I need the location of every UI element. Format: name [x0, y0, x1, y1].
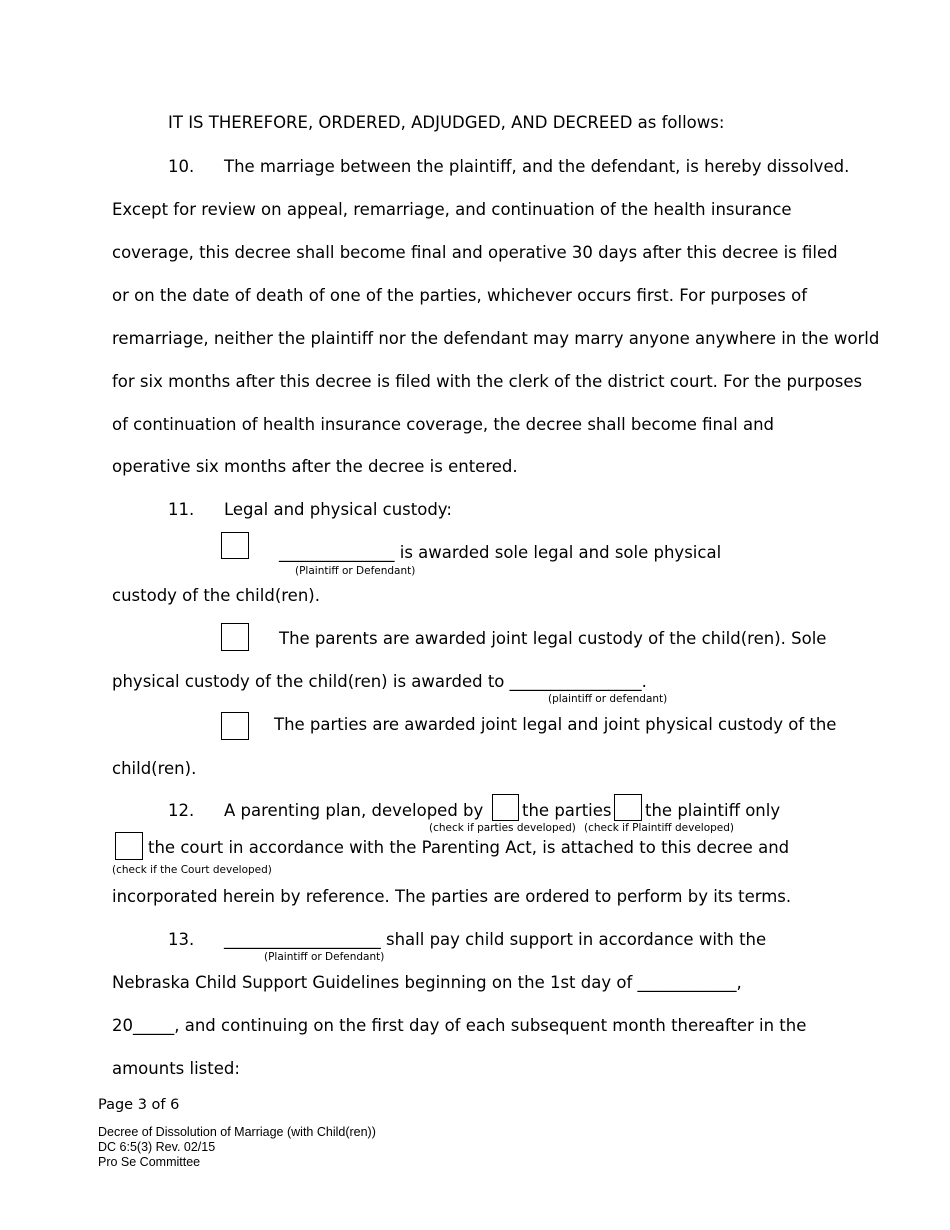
child-support-payer-hint: (Plaintiff or Defendant) — [264, 951, 385, 963]
court-developed-hint: (check if the Court developed) — [112, 864, 272, 876]
joint-legal-custody-text-cont: physical custody of the child(ren) is awarded to ________________. — [112, 672, 647, 691]
paragraph-13-number: 13. — [168, 930, 195, 949]
paragraph-10-line: for six months after this decree is filed with the clerk of the district court. For the purposes — [112, 372, 863, 391]
sole-custody-checkbox[interactable] — [221, 532, 249, 559]
paragraph-10-line: of continuation of health insurance coverage, the decree shall become final and — [112, 415, 774, 434]
paragraph-10-line: Except for review on appeal, remarriage, and continuation of the health insurance — [112, 200, 792, 219]
sole-custody-hint: (Plaintiff or Defendant) — [295, 565, 416, 577]
paragraph-10-line: coverage, this decree shall become final and operative 30 days after this decree is filed — [112, 243, 838, 262]
joint-legal-physical-custody-text-cont: child(ren). — [112, 759, 197, 778]
paragraph-12-number: 12. — [168, 801, 195, 820]
committee-name: Pro Se Committee — [98, 1155, 201, 1169]
joint-legal-physical-custody-checkbox[interactable] — [221, 712, 249, 740]
plaintiff-developed-label: the plaintiff only — [645, 801, 781, 820]
form-code: DC 6:5(3) Rev. 02/15 — [98, 1140, 216, 1154]
parties-developed-checkbox[interactable] — [492, 794, 519, 821]
joint-legal-physical-custody-text: The parties are awarded joint legal and joint physical custody of the — [274, 715, 837, 734]
joint-legal-custody-hint: (plaintiff or defendant) — [548, 693, 668, 705]
parenting-plan-terms: incorporated herein by reference. The parties are ordered to perform by its terms. — [112, 887, 792, 906]
paragraph-10-line: remarriage, neither the plaintiff nor the defendant may marry anyone anywhere in the world — [112, 329, 880, 348]
sole-custody-text-cont: custody of the child(ren). — [112, 586, 320, 605]
paragraph-10-line: or on the date of death of one of the parties, whichever occurs first. For purposes of — [112, 286, 807, 305]
joint-legal-custody-checkbox[interactable] — [221, 623, 249, 651]
form-title: Decree of Dissolution of Marriage (with Child(ren)) — [98, 1125, 376, 1139]
court-developed-label: the court in accordance with the Parenting Act, is attached to this decree and — [148, 838, 790, 857]
joint-legal-custody-text: The parents are awarded joint legal custody of the child(ren). Sole — [279, 629, 827, 648]
paragraph-11-heading: Legal and physical custody: — [224, 500, 452, 519]
sole-custody-text: ______________ is awarded sole legal and sole physical — [279, 543, 722, 562]
paragraph-10-line: operative six months after the decree is entered. — [112, 457, 518, 476]
court-developed-checkbox[interactable] — [115, 832, 143, 860]
parties-developed-label: the parties — [522, 801, 612, 820]
plaintiff-developed-hint: (check if Plaintiff developed) — [584, 822, 735, 834]
parenting-plan-lead: A parenting plan, developed by — [224, 801, 484, 820]
paragraph-10-number: 10. — [168, 157, 195, 176]
decree-intro: IT IS THEREFORE, ORDERED, ADJUDGED, AND DECREED as follows: — [168, 113, 725, 132]
child-support-line: Nebraska Child Support Guidelines beginning on the 1st day of ____________, — [112, 973, 742, 992]
child-support-line: 20_____, and continuing on the first day of each subsequent month thereafter in the — [112, 1016, 807, 1035]
child-support-line: amounts listed: — [112, 1059, 240, 1078]
paragraph-11-number: 11. — [168, 500, 195, 519]
plaintiff-developed-checkbox[interactable] — [614, 794, 642, 821]
page-number: Page 3 of 6 — [98, 1097, 180, 1113]
child-support-payer-line: ___________________ shall pay child support in accordance with the — [224, 930, 767, 949]
parties-developed-hint: (check if parties developed) — [429, 822, 576, 834]
paragraph-10-line: The marriage between the plaintiff, and the defendant, is hereby dissolved. — [224, 157, 850, 176]
